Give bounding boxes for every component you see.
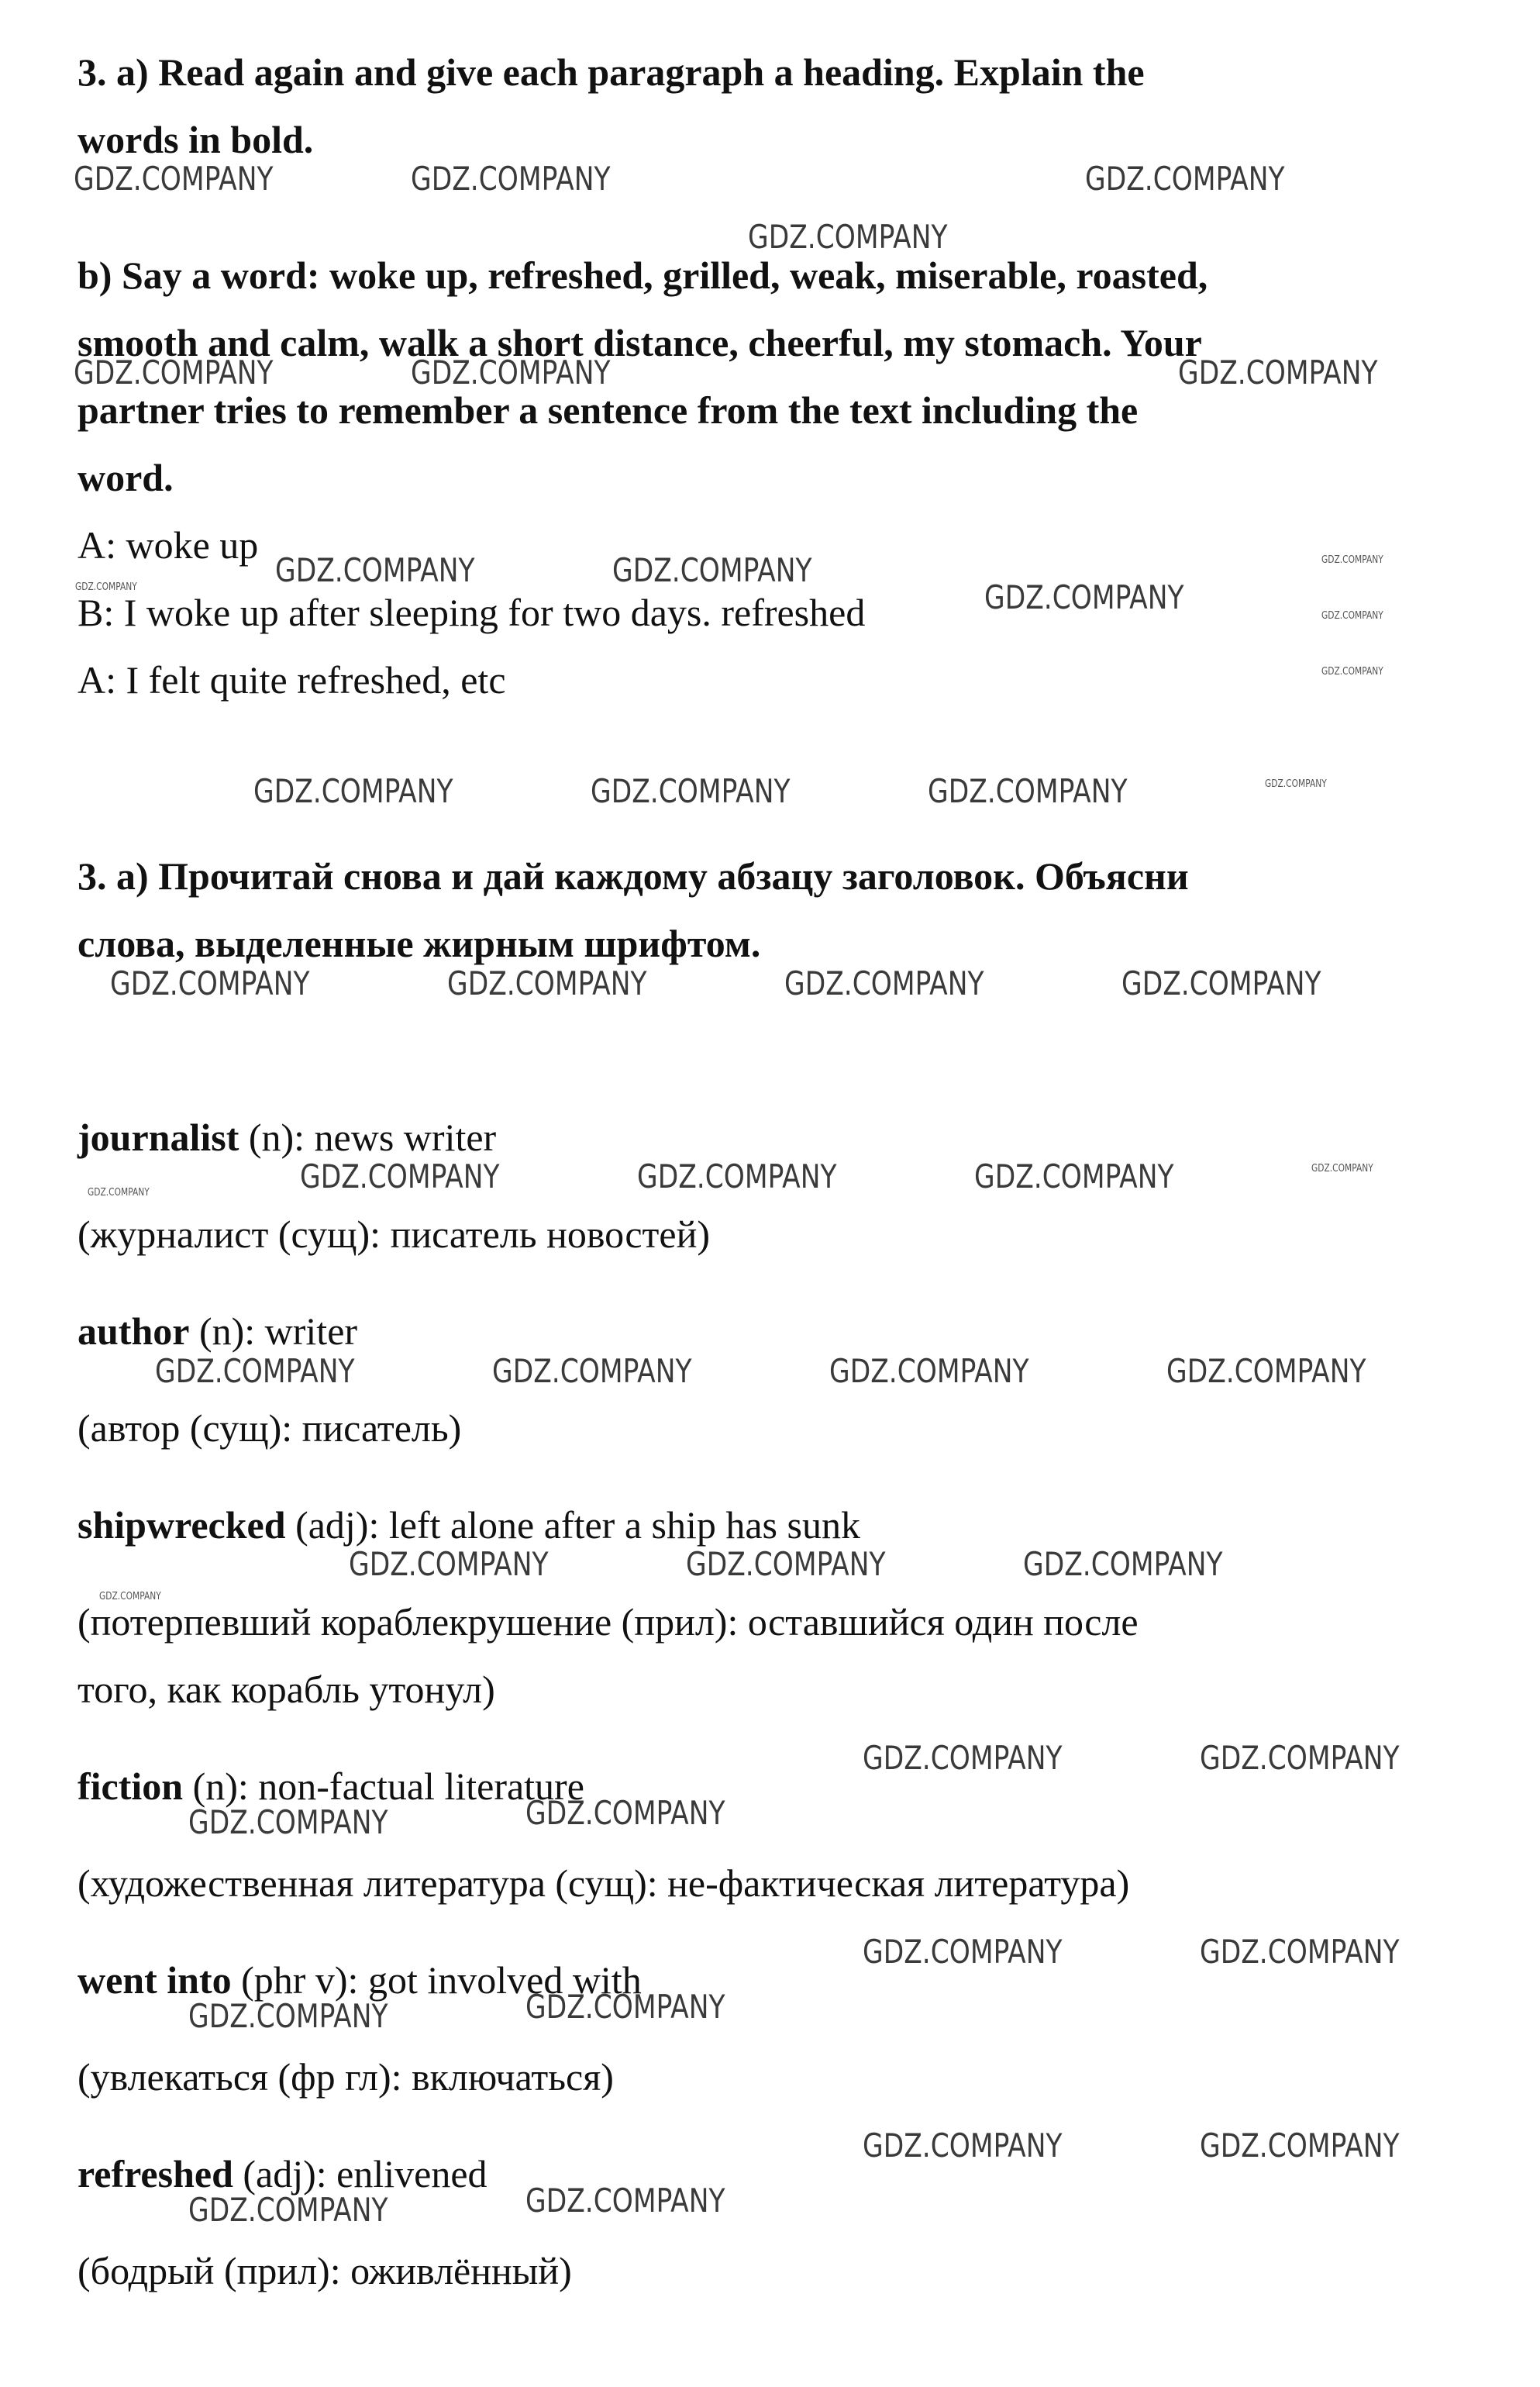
watermark: GDZ.COMPANY <box>447 964 647 1002</box>
watermark: GDZ.COMPANY <box>253 772 453 810</box>
watermark: GDZ.COMPANY <box>75 581 137 593</box>
watermark: GDZ.COMPANY <box>411 354 611 392</box>
task-b-line-3: partner tries to remember a sentence from the text including the <box>78 388 1139 432</box>
vocab-word: author <box>78 1309 190 1353</box>
watermark: GDZ.COMPANY <box>74 354 274 392</box>
vocab-word: journalist <box>78 1116 239 1159</box>
watermark: GDZ.COMPANY <box>748 218 948 256</box>
vocab-entry-journalist <box>78 1118 496 1157</box>
watermark: GDZ.COMPANY <box>525 1988 725 2026</box>
watermark: GDZ.COMPANY <box>1321 554 1383 566</box>
russian-task-line-2: слова, выделенные жирным шрифтом. <box>78 922 761 965</box>
watermark: GDZ.COMPANY <box>1321 610 1383 622</box>
watermark: GDZ.COMPANY <box>863 1933 1063 1971</box>
watermark: GDZ.COMPANY <box>88 1187 150 1199</box>
watermark: GDZ.COMPANY <box>155 1352 355 1390</box>
vocab-definition: (n): news writer <box>239 1116 497 1159</box>
watermark: GDZ.COMPANY <box>591 772 791 810</box>
watermark: GDZ.COMPANY <box>188 2191 388 2229</box>
watermark: GDZ.COMPANY <box>1311 1163 1373 1175</box>
watermark: GDZ.COMPANY <box>188 1803 388 1841</box>
vocab-definition: (phr v): got involved with <box>231 1958 642 2002</box>
task-b-line-2: smooth and calm, walk a short distance, cheerful, my stomach. Your <box>78 321 1202 364</box>
watermark: GDZ.COMPANY <box>411 160 611 198</box>
vocab-word: fiction <box>78 1764 184 1808</box>
watermark: GDZ.COMPANY <box>1200 1739 1400 1777</box>
watermark: GDZ.COMPANY <box>863 1739 1063 1777</box>
vocab-translation-shipwrecked-1: (потерпевший кораблекрушение (прил): оставшийся один после <box>78 1600 1139 1644</box>
vocab-entry-fiction <box>78 1764 584 1808</box>
watermark: GDZ.COMPANY <box>1166 1352 1366 1390</box>
watermark: GDZ.COMPANY <box>1200 1933 1400 1971</box>
russian-task-line-1: 3. a) Прочитай снова и дай каждому абзацу заголовок. Объясни <box>78 854 1189 898</box>
task-b-line-4: word. <box>78 456 174 499</box>
watermark: GDZ.COMPANY <box>784 964 984 1002</box>
watermark: GDZ.COMPANY <box>74 160 274 198</box>
vocab-translation-fiction: (художественная литература (сущ): не-фактическая литература) <box>78 1861 1130 1905</box>
vocab-definition: (adj): left alone after a ship has sunk <box>285 1503 860 1547</box>
watermark: GDZ.COMPANY <box>1265 778 1327 790</box>
watermark: GDZ.COMPANY <box>829 1352 1029 1390</box>
vocab-translation-journalist: (журналист (сущ): писатель новостей) <box>78 1212 710 1256</box>
watermark: GDZ.COMPANY <box>863 2127 1063 2165</box>
watermark: GDZ.COMPANY <box>1321 666 1383 678</box>
vocab-word: went into <box>78 1958 232 2002</box>
watermark: GDZ.COMPANY <box>637 1157 837 1195</box>
watermark: GDZ.COMPANY <box>612 551 812 589</box>
vocab-entry-author <box>78 1309 358 1353</box>
task-a-heading-line-1: 3. a) Read again and give each paragraph a heading. Explain the <box>78 50 1145 94</box>
watermark: GDZ.COMPANY <box>525 1794 725 1832</box>
vocab-translation-author: (автор (сущ): писатель) <box>78 1406 462 1450</box>
watermark: GDZ.COMPANY <box>1121 964 1321 1002</box>
watermark: GDZ.COMPANY <box>1085 160 1285 198</box>
watermark: GDZ.COMPANY <box>1200 2127 1400 2165</box>
vocab-definition: (n): non-factual literature <box>183 1764 584 1808</box>
watermark: GDZ.COMPANY <box>984 578 1184 616</box>
task-a-heading-line-2: words in bold. <box>78 118 314 161</box>
vocab-translation-shipwrecked-2: того, как корабль утонул) <box>78 1668 495 1711</box>
watermark: GDZ.COMPANY <box>525 2182 725 2220</box>
watermark: GDZ.COMPANY <box>110 964 310 1002</box>
dialogue-line-1: A: woke up <box>78 523 259 567</box>
watermark: GDZ.COMPANY <box>188 1997 388 2035</box>
vocab-translation-went-into: (увлекаться (фр гл): включаться) <box>78 2055 614 2099</box>
watermark: GDZ.COMPANY <box>99 1591 161 1602</box>
vocab-definition: (n): writer <box>189 1309 358 1353</box>
dialogue-line-3: A: I felt quite refreshed, etc <box>78 658 506 702</box>
vocab-word: refreshed <box>78 2152 233 2196</box>
watermark: GDZ.COMPANY <box>928 772 1128 810</box>
watermark: GDZ.COMPANY <box>275 551 475 589</box>
watermark: GDZ.COMPANY <box>1023 1545 1223 1583</box>
vocab-definition: (adj): enlivened <box>233 2152 487 2196</box>
watermark: GDZ.COMPANY <box>974 1157 1174 1195</box>
watermark: GDZ.COMPANY <box>492 1352 692 1390</box>
dialogue-line-2: B: I woke up after sleeping for two days. refreshed <box>78 591 866 634</box>
watermark: GDZ.COMPANY <box>686 1545 886 1583</box>
watermark: GDZ.COMPANY <box>349 1545 549 1583</box>
vocab-entry-refreshed <box>78 2152 487 2196</box>
vocab-entry-shipwrecked <box>78 1503 860 1547</box>
vocab-translation-refreshed: (бодрый (прил): оживлённый) <box>78 2249 572 2292</box>
watermark: GDZ.COMPANY <box>300 1157 500 1195</box>
vocab-word: shipwrecked <box>78 1503 286 1547</box>
watermark: GDZ.COMPANY <box>1178 354 1378 392</box>
task-b-line-1: b) Say a word: woke up, refreshed, grilled, weak, miserable, roasted, <box>78 254 1208 297</box>
